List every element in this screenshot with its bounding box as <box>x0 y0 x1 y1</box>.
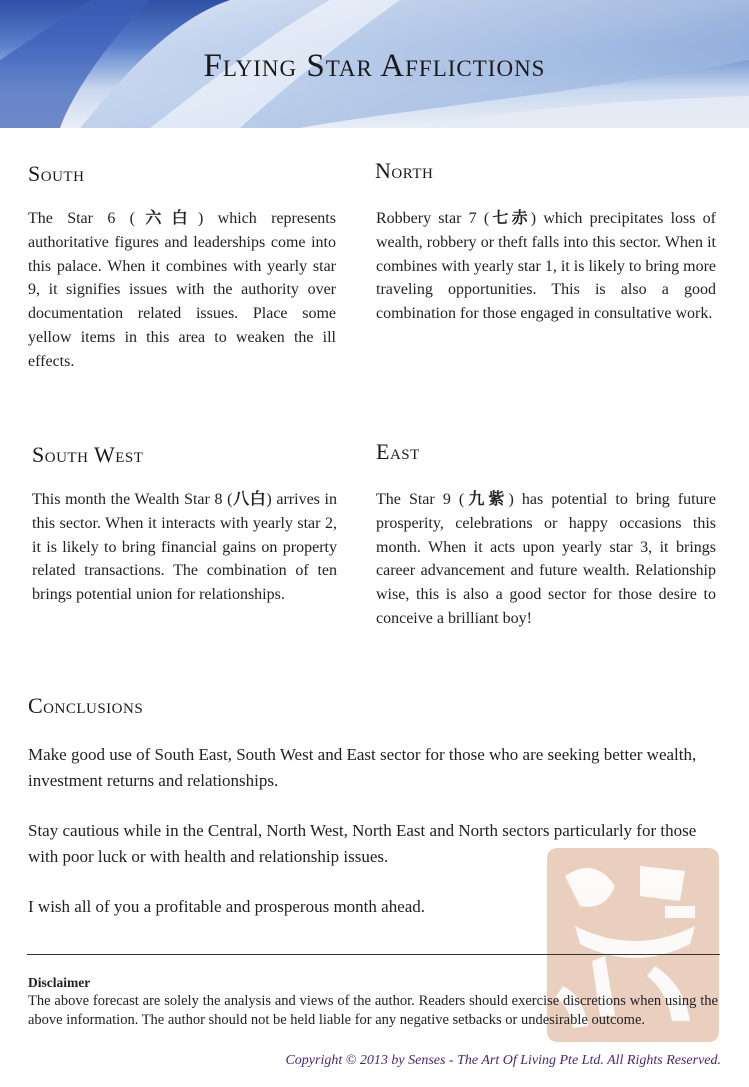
north-text <box>376 207 716 326</box>
southwest-text <box>32 488 337 607</box>
east-text-start: The Star 9 ( <box>376 491 465 508</box>
south-text-end: ) which represents authoritative figures and leaderships come into this palace. When it combines with yearly star 9, it signifies issues with the authority over documentation related issues. Place some yellow items in this area to weaken the ill effects. <box>28 210 336 370</box>
copyright-notice: Copyright © 2013 by Senses - The Art Of Living Pte Ltd. All Rights Reserved. <box>285 1053 721 1068</box>
footer-divider <box>27 954 720 955</box>
north-heading: North <box>375 158 434 183</box>
page-title: Flying Star Afflictions <box>203 48 546 84</box>
north-text-start: Robbery star 7 ( <box>376 210 490 227</box>
conclusion-paragraph-3: I wish all of you a profitable and prosperous month ahead. <box>28 897 426 916</box>
conclusions-heading: Conclusions <box>28 693 144 718</box>
east-text <box>376 488 716 631</box>
south-text-start: The Star 6 ( <box>28 210 135 227</box>
southwest-chinese: 八白 <box>232 491 267 508</box>
conclusion-paragraph-2: Stay cautious while in the Central, North West, North East and North sectors particularly for those with poor luck or with health and relationship issues. <box>28 821 697 866</box>
disclaimer-text: The above forecast are solely the analysis and views of the author. Readers should exercise discretions when using the above information. The author should not be held liable for any negative setbacks or undesirable outcome. <box>28 993 718 1028</box>
conclusion-paragraph-1: Make good use of South East, South West and East sector for those who are seeking better wealth, investment returns and relationships. <box>28 745 697 790</box>
southwest-text-start: This month the Wealth Star 8 ( <box>32 491 233 508</box>
east-chinese: 九紫 <box>464 491 509 508</box>
north-text-end: ) which precipitates loss of wealth, robbery or theft falls into this sector. When it combines with yearly star 1, it is likely to bring more traveling opportunities. This is also a good combination for those engaged in consultative work. <box>376 210 716 323</box>
disclaimer-heading: Disclaimer <box>28 975 91 990</box>
east-heading: East <box>376 439 420 464</box>
header-banner <box>0 0 749 128</box>
south-chinese: 六白 <box>135 210 199 227</box>
southwest-heading: South West <box>32 442 144 467</box>
south-text <box>28 207 336 374</box>
southwest-text-end: ) arrives in this sector. When it interacts with yearly star 2, it is likely to bring financial gains on property related transactions. The combination of ten brings potential union for relationships. <box>32 491 337 604</box>
north-chinese: 七赤 <box>489 210 531 227</box>
south-heading: South <box>28 161 85 186</box>
east-text-end: ) has potential to bring future prosperity, celebrations or happy occasions this month. When it acts upon yearly star 3, it brings career advancement and future wealth. Relationship wise, this is also a good sector for those desire to conceive a brilliant boy! <box>376 491 716 627</box>
